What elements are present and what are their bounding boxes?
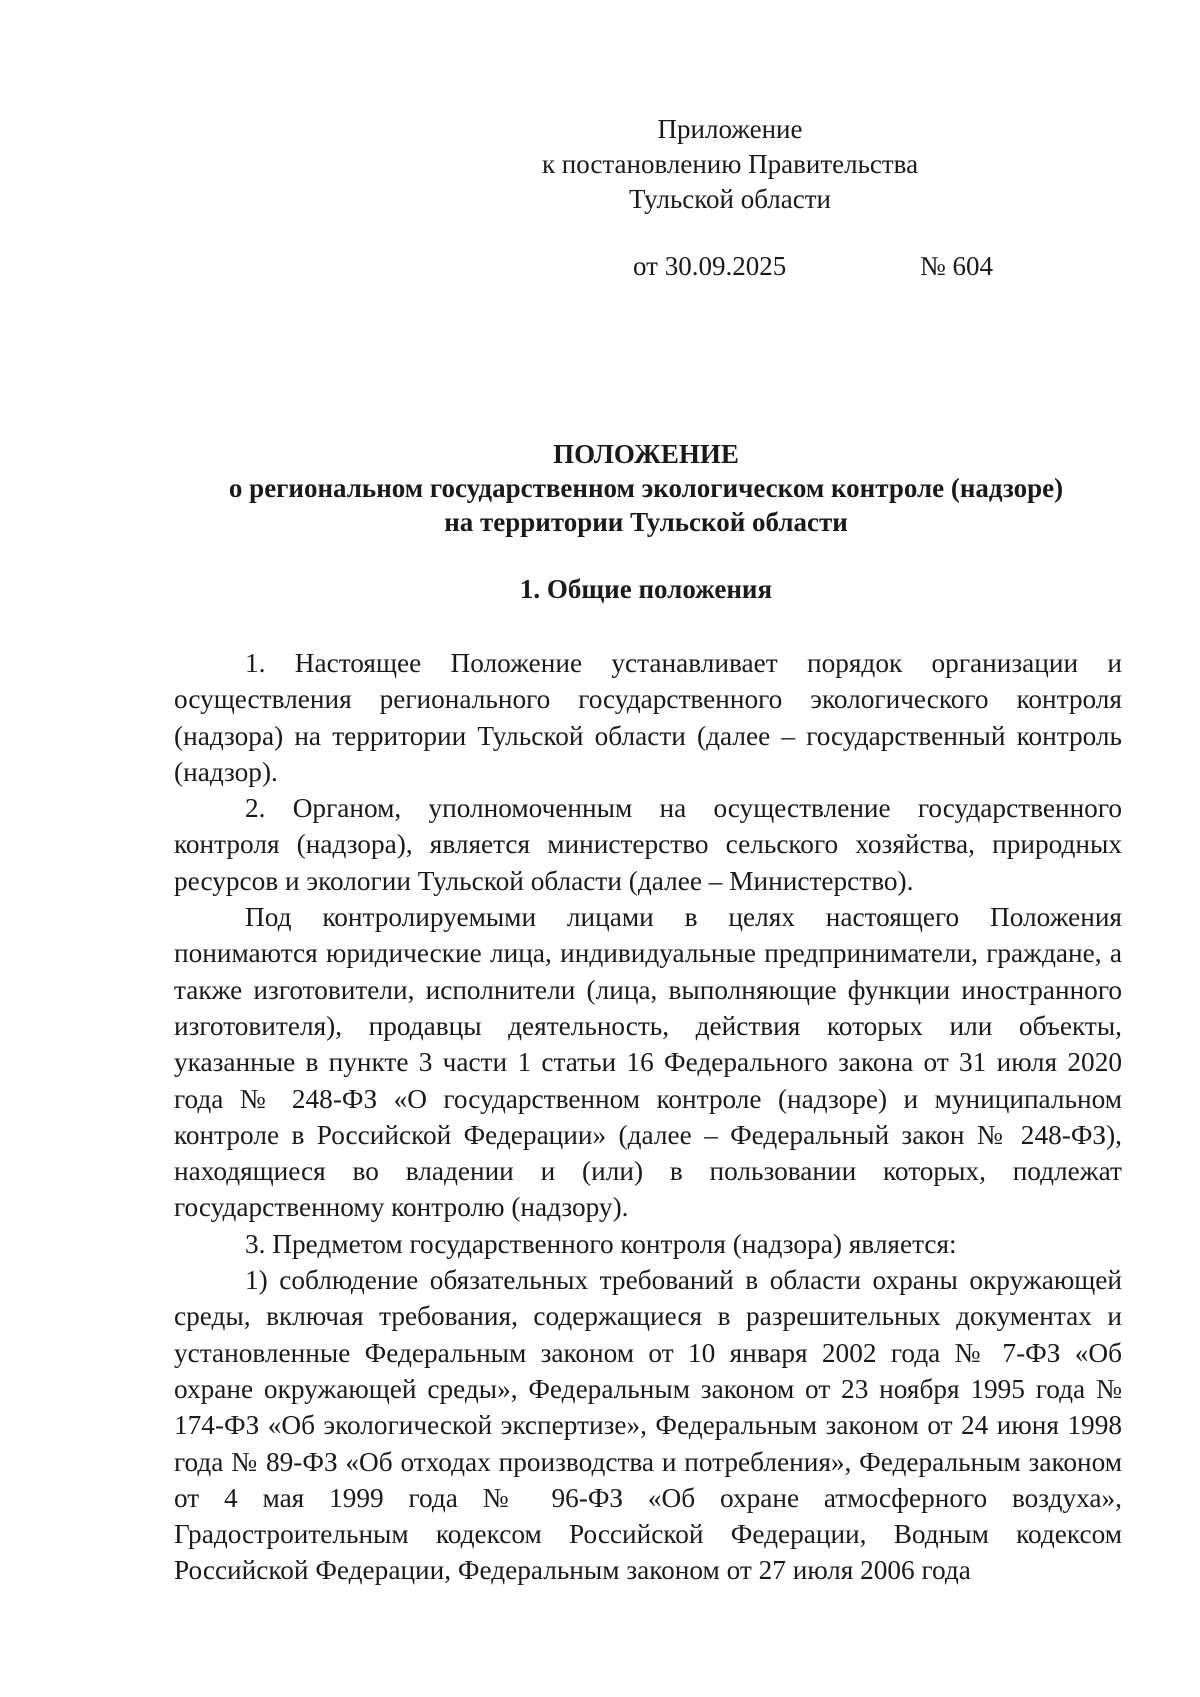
- appendix-header: [540, 112, 920, 217]
- appendix-region-line: Тульской области: [629, 184, 831, 214]
- document-title: [170, 437, 1122, 539]
- appendix-date: от 30.09.2025: [633, 251, 787, 281]
- appendix-number: № 604: [920, 251, 994, 281]
- document-body: [174, 645, 1122, 1589]
- paragraph-2: 2. Органом, уполномоченным на осуществление государственного контроля (надзора), является министерство сельского хозяйства, природных ресурсов и экологии Тульской области (далее – Министерство).: [174, 793, 1122, 896]
- title-main: ПОЛОЖЕНИЕ: [553, 439, 739, 469]
- title-subtitle: о региональном государственном экологическом контроле (надзоре): [228, 473, 1064, 503]
- appendix-resolution-line: к постановлению Правительства: [541, 149, 919, 179]
- title-subtitle-continuation: на территории Тульской области: [444, 507, 848, 537]
- paragraph-4: 3. Предметом государственного контроля (надзора) является:: [245, 1228, 957, 1259]
- section-heading: 1. Общие положения: [519, 574, 773, 604]
- paragraph-5: 1) соблюдение обязательных требований в области охраны окружающей среды, включая требования, содержащиеся в разрешительных документах и установленные Федеральным законом от 10 января 2002 года № 7-ФЗ «Об охране окружающей среды», Федеральным законом от 23 ноября 1995 года № 174-ФЗ «Об экологической экспертизе», Федеральным законом от 24 июня 1998 года № 89-ФЗ «Об отходах производства и потребления», Федеральным законом от 4 мая 1999 года № 96-ФЗ «Об охране атмосферного воздуха», Градостроительным кодексом Российской Федерации, Водным кодексом Российской Федерации, Федеральным законом от 27 июля 2006 года: [174, 1265, 1122, 1586]
- paragraph-3: Под контролируемыми лицами в целях настоящего Положения понимаются юридические лица, индивидуальные предприниматели, граждане, а также изготовители, исполнители (лица, выполняющие функции иностранного изготовителя), продавцы деятельность, действия которых или объекты, указанные в пункте 3 части 1 статьи 16 Федерального закона от 31 июля 2020 года № 248-ФЗ «О государственном контроле (надзоре) и муниципальном контроле в Российской Федерации» (далее – Федеральный закон № 248-ФЗ), находящиеся во владении и (или) в пользовании которых, подлежат государственному контролю (надзору).: [174, 902, 1122, 1223]
- appendix-label: Приложение: [657, 114, 803, 144]
- paragraph-1: 1. Настоящее Положение устанавливает порядок организации и осуществления регионального государственного экологического контроля (надзора) на территории Тульской области (далее – государственный контроль (надзор).: [174, 648, 1122, 787]
